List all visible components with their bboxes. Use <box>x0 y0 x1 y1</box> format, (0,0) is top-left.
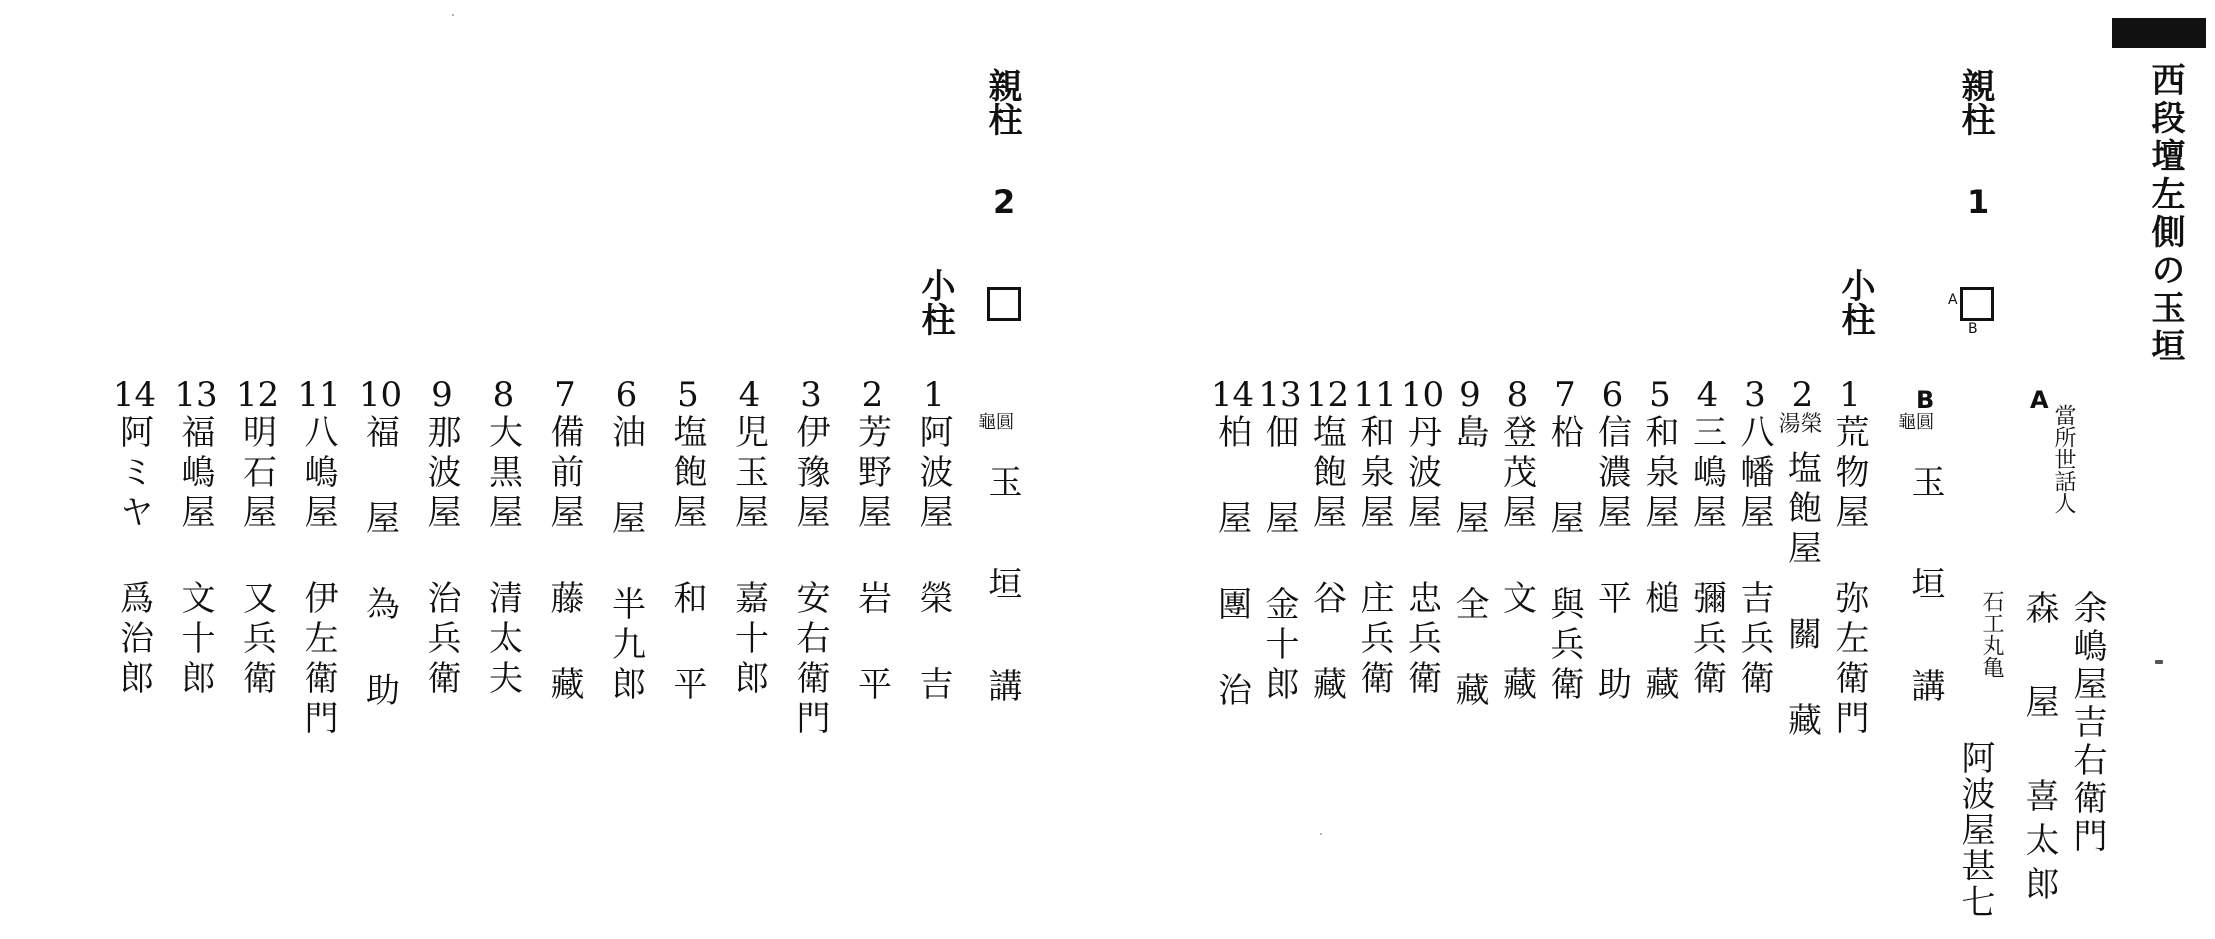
group-a-stone-name: 阿波屋甚七 <box>1955 740 1995 920</box>
entry-number: 4 <box>738 375 761 415</box>
group-b-label: B <box>1916 386 1935 414</box>
group-a-stone-label: 石工丸亀 <box>1979 590 2004 678</box>
scan-mark <box>2155 660 2163 664</box>
entry-name: 和泉屋 庄兵衛 <box>1354 414 1394 700</box>
entry-name: 芳野屋 岩 平 <box>851 414 892 706</box>
entry-number: 1 <box>1839 375 1861 415</box>
entry-number: 13 <box>1258 375 1302 415</box>
entry-name: 油 屋 半九郎 <box>605 414 646 706</box>
entry-number: 9 <box>1459 375 1481 415</box>
entry-name: 阿ミヤ 爲治郎 <box>113 414 154 700</box>
entry-name: 信濃屋 平 助 <box>1591 414 1632 706</box>
entry-number: 4 <box>1696 375 1719 415</box>
group-c-tag: 龜圓 <box>978 412 1014 433</box>
entry-number: 8 <box>1506 375 1529 415</box>
section-title: 西段壇左側の玉垣 <box>2145 62 2185 366</box>
entry-name: 那波屋 治兵衛 <box>421 414 461 700</box>
entry-number: 12 <box>1305 375 1350 415</box>
entry-name: 三嶋屋 彌兵衛 <box>1686 414 1727 700</box>
entry-number: 9 <box>431 375 453 415</box>
entry-name: 大黒屋 清太夫 <box>482 414 523 700</box>
entry-name: 福 屋 為 助 <box>359 414 400 712</box>
scan-dot <box>1320 833 1322 835</box>
header-tab-bar <box>2112 18 2206 48</box>
entry-name: 丹波屋 忠兵衛 <box>1401 414 1442 700</box>
entry-number: 7 <box>1554 375 1576 415</box>
post2-sub-pillar: 小柱 <box>915 268 955 336</box>
entry-name: 塩飽屋 和 平 <box>667 414 707 706</box>
entry-name: 備前屋 藤 藏 <box>544 414 584 706</box>
entry-number: 3 <box>800 375 822 415</box>
entry-number: 1 <box>923 375 945 415</box>
entry-name: 塩飽屋 關 藏 <box>1781 450 1822 742</box>
entry-number: 12 <box>235 375 280 415</box>
entry-number: 2 <box>861 375 884 415</box>
entry-number: 11 <box>297 375 341 415</box>
post2-heading: 親柱 <box>982 68 1022 136</box>
entry-number: 8 <box>492 375 515 415</box>
entry-number: 10 <box>358 375 403 415</box>
entry-number: 3 <box>1744 375 1766 415</box>
entry-number: 6 <box>615 375 638 415</box>
post1-number: 1 <box>1967 183 1990 221</box>
entry-name: 福嶋屋 文十郎 <box>175 414 215 700</box>
entry-name: 伊豫屋 安右衛門 <box>790 414 830 740</box>
entry-number: 5 <box>1649 375 1671 415</box>
post2-number: 2 <box>993 183 1016 221</box>
post1-heading: 親柱 <box>1955 68 1995 136</box>
entry-name: 佃 屋 金十郎 <box>1259 414 1299 706</box>
scan-dot <box>452 14 454 16</box>
entry-name: 柗 屋 與兵衛 <box>1544 414 1584 706</box>
entry-name: 八嶋屋 伊左衛門 <box>298 414 338 740</box>
group-b-kou: 玉 垣 講 <box>1905 464 1945 716</box>
entry-number: 10 <box>1400 375 1445 415</box>
post1-pillar-box <box>1960 287 1994 321</box>
group-a-title: 當所世話人 <box>2051 404 2076 514</box>
post2-pillar-box <box>987 287 1021 321</box>
entry-name: 登茂屋 文 藏 <box>1496 414 1537 706</box>
entry-name: 柏 屋 團 治 <box>1211 414 1252 712</box>
group-c-kou: 玉 垣 講 <box>982 464 1022 716</box>
group-a-label: A <box>2030 386 2049 414</box>
post1-marker-a: A <box>1948 292 1958 308</box>
entry-number: 7 <box>554 375 576 415</box>
entry-number: 11 <box>1353 375 1397 415</box>
post1-marker-b: B <box>1968 321 1978 337</box>
entry-name: 阿波屋 榮 吉 <box>913 414 953 706</box>
entry-name: 荒物屋 弥左衛門 <box>1829 414 1869 740</box>
entry-name: 島 屋 全 藏 <box>1449 414 1489 712</box>
entry-number: 5 <box>677 375 699 415</box>
post1-sub-pillar: 小柱 <box>1835 268 1875 336</box>
entry-number: 6 <box>1601 375 1624 415</box>
group-a-name-1: 余嶋屋吉右衛門 <box>2067 590 2107 856</box>
entry-number: 14 <box>1210 375 1255 415</box>
entry-name: 明石屋 又兵衛 <box>236 414 277 700</box>
entry-name: 塩飽屋 谷 藏 <box>1306 414 1347 706</box>
group-a-name-2: 森 屋 喜太郎 <box>2019 590 2059 910</box>
entry-name: 和泉屋 槌 藏 <box>1639 414 1679 706</box>
entry-number: 13 <box>174 375 218 415</box>
entry-prefix: 湯榮 <box>1778 412 1823 437</box>
entry-number: 14 <box>112 375 157 415</box>
group-b-tag: 龜圓 <box>1898 412 1934 433</box>
entry-number: 2 <box>1791 375 1814 415</box>
entry-name: 児玉屋 嘉十郎 <box>728 414 769 700</box>
entry-name: 八幡屋 吉兵衛 <box>1734 414 1774 700</box>
